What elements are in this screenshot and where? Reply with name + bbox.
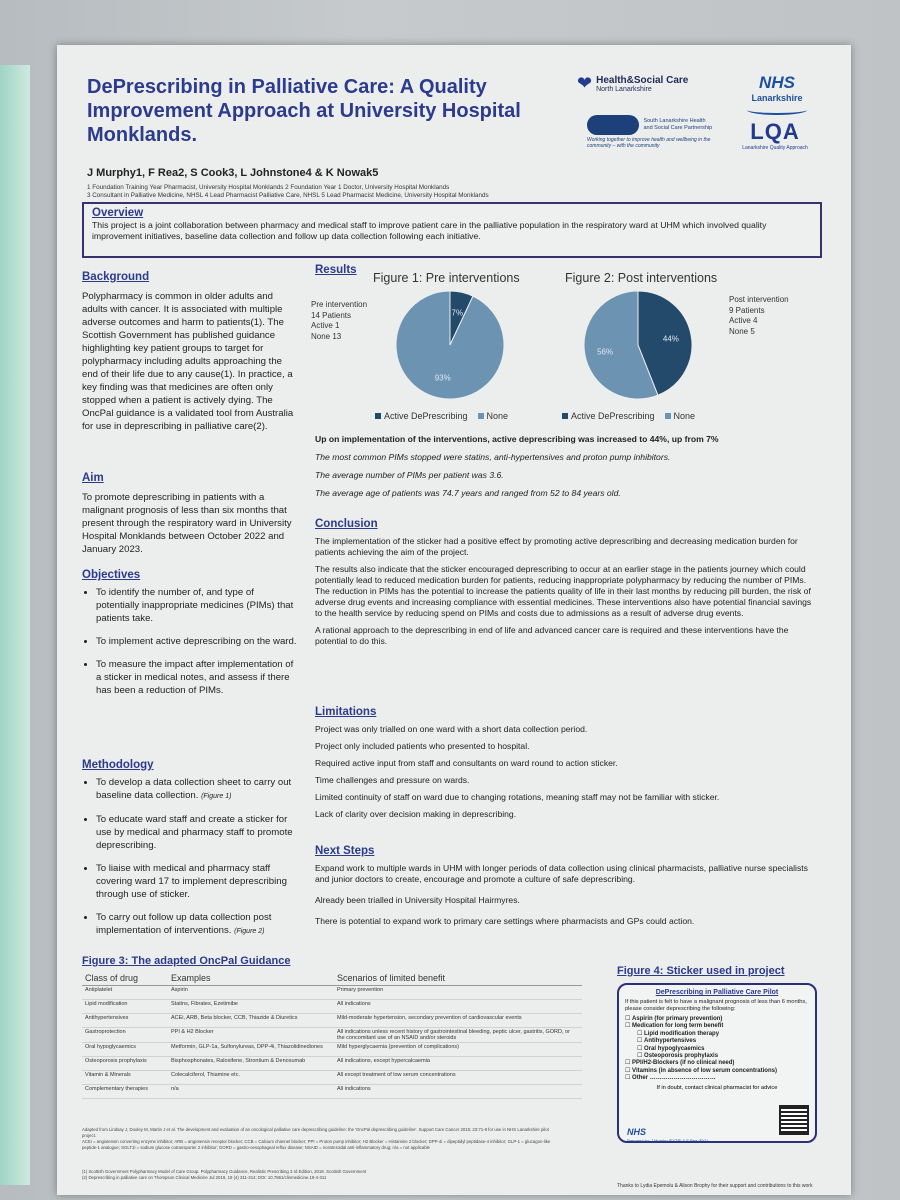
table-header-row <box>82 971 582 986</box>
sticker-checklist-item: ☐ Other …………………………… <box>625 1075 809 1082</box>
table-row <box>82 1085 582 1099</box>
sticker-contact: If in doubt, contact clinical pharmacist for advice <box>656 1084 778 1091</box>
table-cell: Antihypertensives <box>82 1014 168 1028</box>
method-item <box>96 862 297 901</box>
legend-swatch-none <box>478 413 484 419</box>
pie-data-label: 7% <box>451 308 464 318</box>
legend-swatch-active <box>562 413 568 419</box>
table-row <box>82 1057 582 1071</box>
sticker-checklist-item: ☐ Lipid modification therapy <box>625 1031 809 1038</box>
wave-logo-icon <box>747 105 807 115</box>
fig1-pie-chart <box>395 290 505 400</box>
overview-heading: Overview <box>92 207 144 219</box>
background-heading: Background <box>82 271 150 283</box>
conclusion-section <box>315 519 815 647</box>
method-item <box>96 911 297 938</box>
methodology-heading: Methodology <box>82 759 154 771</box>
method-item <box>96 813 297 852</box>
table-cell: Complementary therapies <box>82 1085 168 1099</box>
limitation-item: Required active input from staff and consultants on ward round to action sticker. <box>315 758 618 768</box>
method-item-text: To liaise with medical and pharmacy staff covering ward 17 to implement deprescribing through use of sticker. <box>96 863 287 900</box>
finding-item: The most common PIMs stopped were statins, anti-hypertensives and proton pump inhibitors. <box>315 452 671 462</box>
next-step-item: Already been trialled in University Hospital Hairmyres. <box>315 895 520 905</box>
table-cell: Vitamin & Minerals <box>82 1071 168 1085</box>
method-item-text: To develop a data collection sheet to carry out baseline data collection. <box>96 777 292 801</box>
table-row <box>82 1000 582 1014</box>
table-cell: Osteoporosis prophylaxis <box>82 1057 168 1071</box>
acknowledgements: Thanks to Lydia Epemolu & Alison Brophy for their support and contributions to this work <box>617 1183 813 1189</box>
legend-active <box>375 411 468 421</box>
table-cell: Antiplatelet <box>82 986 168 1000</box>
method-item <box>96 776 297 803</box>
methodology-list <box>82 776 297 938</box>
legend-swatch-none <box>665 413 671 419</box>
aim-text: To promote deprescribing in patients with a malignant prognosis of less than six months that present through the respiratory ward in University Hospital Monklands between October 2022 and January 2023. <box>82 492 292 555</box>
sticker-title: DePrescribing in Palliative Care Pilot <box>655 989 779 996</box>
table-cell: Gastroprotection <box>82 1028 168 1043</box>
figure-4 <box>617 965 817 1143</box>
column-header: Examples <box>168 971 334 986</box>
heart-logo-icon: ❤ <box>577 73 593 93</box>
table-cell: All indications <box>334 1085 582 1099</box>
table-cell: Metformin, GLP-1a, Sulfonylureas, DPP-4i, Thiazolidinediones <box>168 1043 334 1057</box>
legend-active <box>562 411 655 421</box>
conclusion-paragraph: A rational approach to the deprescribing in end of life and advanced cancer care is required and these interventions have the potential to do this. <box>315 625 789 646</box>
nhs-lanarkshire-logo <box>737 73 817 115</box>
next-step-item: There is potential to expand work to primary care settings where pharmacists and GPs could action. <box>315 916 695 926</box>
finding-headline: Up on implementation of the interventions, active deprescribing was increased to 44%, up from 7% <box>315 434 719 444</box>
table-row <box>82 1028 582 1043</box>
lqa-sub: Lanarkshire Quality Approach <box>742 145 808 151</box>
objectives-heading: Objectives <box>82 569 141 581</box>
column-header: Class of drug <box>82 971 168 986</box>
aim-heading: Aim <box>82 472 104 484</box>
aim-section <box>82 472 297 556</box>
affiliation-line-1: 1 Foundation Training Year Pharmacist, University Hospital Monklands 2 Foundation Year 1 Doctor, University Hospital Monklands <box>87 184 450 191</box>
table-cell: All except treatment of low serum concentrations <box>334 1071 582 1085</box>
footnote-source: Adapted from Lindsay J, Dooley M, Martin J et al. The development and evaluation of an oncological palliative care deprescribing guideline: the 'OncPal deprescribing guideline'. Support Care Cancer 2015; 23:71-8 for use in NHS Lanarkshire pilot project. <box>82 1127 549 1138</box>
sl-logo-tagline: Working together to improve health and wellbeing in the community – with the community <box>587 137 711 149</box>
legend-none <box>478 411 509 421</box>
figure-3 <box>82 955 582 1099</box>
figure-3-footnote <box>82 1127 562 1151</box>
legend-active-label: Active DePrescribing <box>571 411 655 421</box>
pie-data-label: 93% <box>434 373 451 383</box>
hsc-north-lanarkshire-logo <box>577 73 727 94</box>
fig2-pie-chart <box>583 290 693 400</box>
table-row <box>82 986 582 1000</box>
legend-none <box>665 411 696 421</box>
sticker-checklist <box>625 1016 809 1083</box>
methodology-section <box>82 759 297 948</box>
finding-item: The average number of PIMs per patient was 3.6. <box>315 470 504 480</box>
figure-3-heading: Figure 3: The adapted OncPal Guidance <box>82 955 291 967</box>
table-row <box>82 1043 582 1057</box>
sticker-nhs-logo: NHS <box>627 1127 647 1137</box>
legend-none-label: None <box>486 411 509 421</box>
fig2-side-text: Post intervention 9 Patients Active 4 None 5 <box>729 295 789 336</box>
column-header: Scenarios of limited benefit <box>334 971 582 986</box>
fig1-title: Figure 1: Pre interventions <box>373 271 520 285</box>
poster-title: DePrescribing in Palliative Care: A Quality Improvement Approach at University Hospital Monklands. <box>87 76 521 146</box>
table-cell: ACEi, ARB, Beta blocker, CCB, Thiazide & Diuretics <box>168 1014 334 1028</box>
sticker-checklist-item: ☐ Antihypertensives <box>625 1038 809 1045</box>
figure-4-heading: Figure 4: Sticker used in project <box>617 965 785 977</box>
pie-slice-none <box>396 291 504 399</box>
limitation-item: Lack of clarity over decision making in deprescribing. <box>315 809 517 819</box>
sticker-checklist-item: ☐ Osteoporosis prophylaxis <box>625 1053 809 1060</box>
pie-data-label: 56% <box>597 347 614 357</box>
sticker-checklist-item: ☐ PPI/H2-Blockers (if no clinical need) <box>625 1060 809 1067</box>
lqa-wordmark: LQA <box>750 119 800 144</box>
conclusion-heading: Conclusion <box>315 518 378 530</box>
table-row <box>82 1071 582 1085</box>
objectives-section <box>82 569 297 707</box>
table-cell: Aspirin <box>168 986 334 1000</box>
table-cell: n/a <box>168 1085 334 1099</box>
limitation-item: Project only included patients who presented to hospital. <box>315 741 530 751</box>
adjacent-poster-edge <box>0 65 30 1185</box>
legend-swatch-active <box>375 413 381 419</box>
table-cell: PPI & H2 Blocker <box>168 1028 334 1043</box>
deprescribing-sticker <box>617 983 817 1143</box>
legend-active-label: Active DePrescribing <box>384 411 468 421</box>
fig1-side-text: Pre intervention 14 Patients Active 1 None 13 <box>311 300 368 341</box>
table-cell: Mild hyperglycaemia (prevention of complications) <box>334 1043 582 1057</box>
reference-item: (2) Deprescribing in palliative care on Thompson Clinical Medicine Jul 2019, 19 (4) 311-314; DOI: 10.7861/clinmedicine.19-4-311 <box>82 1175 327 1180</box>
sticker-prepared-by: Prepared by: J Murphy (FYTP) & F Rea (FY1) <box>627 1138 709 1143</box>
background-section <box>82 271 297 433</box>
next-step-item: Expand work to multiple wards in UHM with longer periods of data collection using clinical pharmacists, palliative nurse specialists and junior doctors to create, encourage and promote a culture of safe deprescribing. <box>315 863 808 884</box>
objective-item: • To measure the impact after implementation of a sticker in medical notes, and assess if there has been a reduction of PIMs. <box>96 658 297 697</box>
hsc-logo-line1: Health&Social Care <box>596 74 689 86</box>
poster <box>57 45 851 1195</box>
fig1-legend <box>375 411 508 421</box>
objective-item: • To implement active deprescribing on the ward. <box>96 635 297 648</box>
oncpal-table <box>82 971 582 1099</box>
method-item-text: To educate ward staff and create a sticker for use by medical and pharmacy staff to promote deprescribing. <box>96 814 293 851</box>
limitation-item: Limited continuity of staff on ward due to changing rotations, meaning staff may not be familiar with sticker. <box>315 792 720 802</box>
results-findings <box>315 434 815 498</box>
references <box>82 1169 562 1181</box>
reference-item: (1) Scottish Government Polypharmacy Model of Care Group. Polypharmacy Guidance, Realistic Prescribing 3 rd Edition, 2018. Scottish Government <box>82 1169 367 1174</box>
limitation-item: Project was only trialled on one ward with a short data collection period. <box>315 724 588 734</box>
fig2-legend <box>562 411 695 421</box>
method-item-figref: (Figure 1) <box>201 793 232 800</box>
affiliation-line-2: 3 Consultant in Palliative Medicine, NHSL 4 Lead Pharmacist Palliative Care, NHSL 5 Lead Pharmacist Medicine, University Hospital Monklands <box>87 192 489 199</box>
limitation-item: Time challenges and pressure on wards. <box>315 775 470 785</box>
hscp-logo-icon <box>587 115 639 135</box>
table-cell: All indications unless recent history of gastrointestinal bleeding, peptic ulcer, gastritis, GORD, or the concomitant use of an NSAID and/or steroids <box>334 1028 582 1043</box>
background-text: Polypharmacy is common in older adults and adults with cancer. It is associated with multiple adverse outcomes and harm to patients(1). The Scottish Government has published guidance highlighting key patient groups to target for polypharmacy including adults approaching the end of their life due to any cause(1). In practice, a key finding was that medicines are often only stopped when a patient is actively dying. The OncPal guidance is a validated tool from Australia for use in deprescribing in palliative care(2). <box>82 291 294 432</box>
table-cell: Lipid modification <box>82 1000 168 1014</box>
nhs-wordmark: NHS <box>759 73 795 92</box>
authors: J Murphy1, F Rea2, S Cook3, L Johnstone4 & K Nowak5 <box>87 167 379 179</box>
sticker-checklist-item: ☐ Vitamins (in absence of low serum concentrations) <box>625 1068 809 1075</box>
table-cell: Primary prevention <box>334 986 582 1000</box>
overview-text: This project is a joint collaboration between pharmacy and medical staff to improve patient care in the palliative population in the respiratory ward at UHM which involved quality improvement initiatives, baseline data collection and follow up data collection following each initiative. <box>92 220 767 241</box>
conclusion-paragraph: The implementation of the sticker had a positive effect by promoting active deprescribing and decreasing medication burden for patients achieving the aim of the project. <box>315 536 798 557</box>
legend-none-label: None <box>673 411 696 421</box>
table-cell: Bisphosphonates, Raloxifene, Strontium & Denosumab <box>168 1057 334 1071</box>
method-item-text: To carry out follow up data collection post implementation of interventions. <box>96 912 272 936</box>
next-steps-section <box>315 846 815 927</box>
qr-code-icon <box>779 1105 809 1135</box>
finding-item: The average age of patients was 74.7 years and ranged from 52 to 84 years old. <box>315 488 621 498</box>
table-cell: All indications, except hypercalcaemia <box>334 1057 582 1071</box>
results-heading: Results <box>315 264 357 276</box>
table-cell: Colecalciferol, Thiamine etc. <box>168 1071 334 1085</box>
sticker-checklist-item: ☐ Oral hypoglycaemics <box>625 1046 809 1053</box>
table-cell: Oral hypoglycaemics <box>82 1043 168 1057</box>
method-item-figref: (Figure 2) <box>234 928 265 935</box>
table-cell: Mild-moderate hypertension, secondary prevention of cardiovascular events <box>334 1014 582 1028</box>
table-cell: Statins, Fibrates, Ezetimibe <box>168 1000 334 1014</box>
lqa-logo <box>740 119 810 151</box>
objective-item: • To identify the number of, and type of potentially inappropriate medicines (PIMs) that patients take. <box>96 586 297 625</box>
hsc-logo-line2: North Lanarkshire <box>596 85 652 93</box>
south-lanarkshire-hscp-logo <box>587 115 727 149</box>
sticker-checklist-item: ☐ Medication for long term benefit <box>625 1023 809 1030</box>
limitations-section <box>315 707 815 820</box>
limitations-heading: Limitations <box>315 706 377 718</box>
objectives-list <box>82 586 297 697</box>
fig2-title: Figure 2: Post interventions <box>565 271 718 285</box>
overview-box <box>82 202 822 258</box>
sticker-question: If this patient is felt to have a malignant prognosis of less than 6 months, please consider deprescribing the following: <box>625 999 807 1012</box>
pie-data-label: 44% <box>662 334 679 344</box>
sl-logo-text: South Lanarkshire Health and Social Care Partnership <box>643 118 713 131</box>
nhs-sub: Lanarkshire <box>751 93 803 103</box>
footnote-abbreviations: ACEi = angiotensin converting enzyme inhibitor; ARB = angiotensin receptor blocker; CCB = Calcium channel blocker; PPI = Proton pump inhibitor; H2 Blocker = Histamine 2 blocker; DPP-4i = dipeptidyl peptidase-4 inhibitor; GLP-1 = glucagon-like peptide-1 analogue; SGLT2i = sodium glucose cotransporter 2 inhibitor; GORD = gastro-oesophageal reflux disease; NSAID = nonsteroidal anti-inflammatory drug; n/a = not applicable <box>82 1139 551 1150</box>
conclusion-paragraph: The results also indicate that the sticker encouraged deprescribing to occur at an earlier stage in the patients journey which could potentially lead to reduced medication burden for patients, reducing inappropriate polypharmacy by reducing the number of PIMs. The reduction in PIMs has the potential to increase the patients quality of life in their last months by reducing pill burden, the risk of adverse drug events and increasing compliance with essential medicines. These interventions also have potential financial savings to the health service by reducing spend on PIMs and costs due to admissions as a result of adverse drug events. <box>315 564 812 618</box>
sticker-checklist-item: ☐ Aspirin (for primary prevention) <box>625 1016 809 1023</box>
table-cell: All indications <box>334 1000 582 1014</box>
next-steps-heading: Next Steps <box>315 845 375 857</box>
table-row <box>82 1014 582 1028</box>
